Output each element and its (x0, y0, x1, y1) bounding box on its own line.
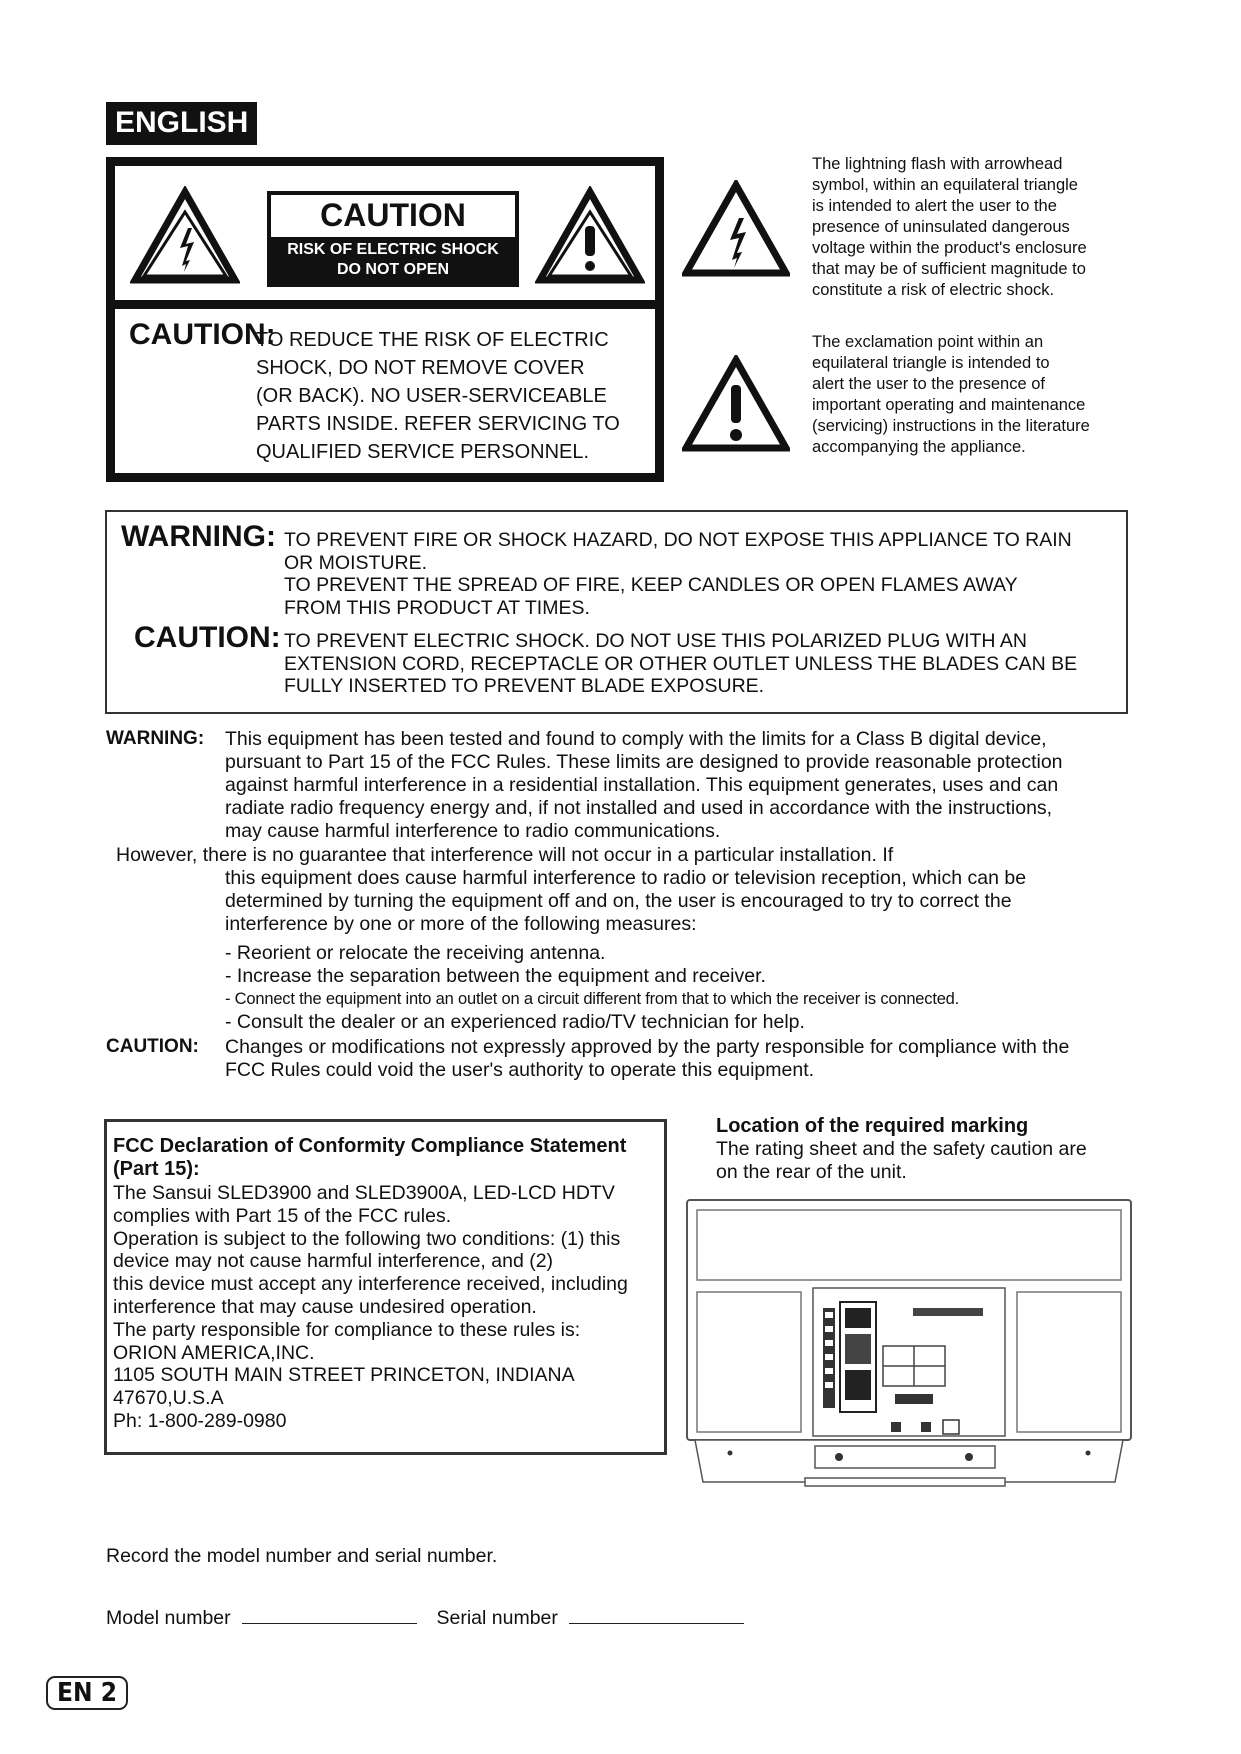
text-line: important operating and maintenance (812, 396, 1086, 414)
fcc-caution-label: CAUTION: (106, 1036, 199, 1057)
text-line: (Part 15): (113, 1158, 200, 1180)
text-line: FCC Declaration of Conformity Compliance Statement (113, 1135, 627, 1157)
exclamation-symbol-icon (682, 355, 790, 453)
warning-heading: WARNING: (121, 520, 276, 553)
text-line: (servicing) instructions in the literature (812, 417, 1090, 435)
caution-label-line1: RISK OF ELECTRIC SHOCK (287, 241, 499, 258)
text-line: is intended to alert the user to the (812, 197, 1057, 215)
fcc-warning-text (225, 728, 1125, 843)
text-line: TO PREVENT FIRE OR SHOCK HAZARD, DO NOT EXPOSE THIS APPLIANCE TO RAIN (284, 529, 1072, 551)
page-number-badge: EN 2 (46, 1676, 128, 1710)
warning-text (284, 529, 1124, 619)
text-line: The party responsible for compliance to these rules is: (113, 1318, 581, 1341)
exclamation-symbol-text (812, 332, 1132, 458)
location-text (716, 1138, 1136, 1184)
text-line: accompanying the appliance. (812, 438, 1026, 456)
text-line: FROM THIS PRODUCT AT TIMES. (284, 596, 590, 619)
tv-rear-illustration (685, 1198, 1133, 1488)
warning-box (105, 510, 1128, 714)
fcc-declaration-box (104, 1119, 667, 1455)
text-line: complies with Part 15 of the FCC rules. (113, 1204, 452, 1227)
fcc-measures-list (225, 942, 1125, 1034)
fcc-caution-text (225, 1036, 1125, 1082)
caution-line: QUALIFIED SERVICE PERSONNEL. (256, 441, 590, 463)
text-line: presence of uninsulated dangerous (812, 218, 1070, 236)
text-line: ORION AMERICA,INC. (113, 1341, 315, 1364)
lightning-symbol-icon (682, 180, 790, 278)
caution-label (267, 191, 519, 287)
caution-line: (OR BACK). NO USER-SERVICEABLE (256, 385, 607, 407)
serial-number-label: Serial number (436, 1607, 558, 1629)
text-line: interference that may cause undesired operation. (113, 1295, 537, 1318)
fcc-more-text (225, 867, 1125, 936)
text-line: against harmful interference in a residential installation. This equipment generates, uses and can (225, 774, 1059, 796)
fcc-however-line: However, there is no guarantee that interference will not occur in a particular installation. If (116, 844, 894, 866)
text-line: EXTENSION CORD, RECEPTACLE OR OTHER OUTLET UNLESS THE BLADES CAN BE (284, 652, 1078, 675)
caution-label-line2: DO NOT OPEN (336, 261, 449, 278)
lightning-symbol-text (812, 154, 1132, 301)
model-serial-row (106, 1605, 758, 1630)
list-item: - Increase the separation between the equipment and receiver. (225, 965, 766, 987)
declaration-body (113, 1182, 663, 1433)
text-line: voltage within the product's enclosure (812, 239, 1087, 257)
fcc-warning-label: WARNING: (106, 728, 205, 749)
caution-line: PARTS INSIDE. REFER SERVICING TO (256, 413, 620, 435)
text-line: that may be of sufficient magnitude to (812, 260, 1086, 278)
caution-heading-2: CAUTION: (134, 621, 281, 654)
declaration-title (113, 1135, 653, 1181)
text-line: may cause harmful interference to radio communications. (225, 820, 721, 842)
text-line: Changes or modifications not expressly approved by the party responsible for compliance with the (225, 1036, 1070, 1058)
lightning-warning-icon (130, 186, 240, 286)
text-line: FULLY INSERTED TO PREVENT BLADE EXPOSURE. (284, 675, 765, 697)
text-line: this device must accept any interference received, including (113, 1273, 628, 1296)
text-line: equilateral triangle is intended to (812, 354, 1050, 372)
text-line: pursuant to Part 15 of the FCC Rules. These limits are designed to provide reasonable protection (225, 751, 1063, 773)
text-line: interference by one or more of the following measures: (225, 913, 697, 935)
caution-panel (106, 157, 664, 482)
text-line: constitute a risk of electric shock. (812, 281, 1055, 299)
text-line: Ph: 1-800-289-0980 (113, 1409, 287, 1432)
text-line: TO PREVENT THE SPREAD OF FIRE, KEEP CANDLES OR OPEN FLAMES AWAY (284, 574, 1018, 596)
text-line: Operation is subject to the following two conditions: (1) this (113, 1227, 621, 1250)
caution-label-subtitle (271, 237, 515, 283)
model-number-label: Model number (106, 1607, 231, 1629)
text-line: device may not cause harmful interference, and (2) (113, 1250, 554, 1273)
text-line: FCC Rules could void the user's authority to operate this equipment. (225, 1059, 815, 1081)
location-title: Location of the required marking (716, 1115, 1029, 1137)
text-line: on the rear of the unit. (716, 1161, 907, 1183)
text-line: OR MOISTURE. (284, 551, 428, 574)
list-item: - Reorient or relocate the receiving antenna. (225, 942, 606, 964)
list-item: - Consult the dealer or an experienced radio/TV technician for help. (225, 1011, 805, 1033)
text-line: this equipment does cause harmful interference to radio or television reception, which can be (225, 867, 1027, 889)
caution-text-2 (284, 630, 1130, 698)
caution-heading: CAUTION: (129, 318, 276, 351)
serial-number-blank[interactable] (569, 1605, 744, 1624)
record-instruction: Record the model number and serial number. (106, 1545, 498, 1567)
exclamation-warning-icon (535, 186, 645, 286)
text-line: The Sansui SLED3900 and SLED3900A, LED-LCD HDTV (113, 1182, 615, 1204)
caution-label-title: CAUTION (320, 197, 466, 233)
list-item: - Connect the equipment into an outlet on a circuit different from that to which the receiver is connected. (225, 990, 960, 1008)
text-line: The rating sheet and the safety caution are (716, 1138, 1087, 1160)
text-line: The lightning flash with arrowhead (812, 155, 1063, 173)
text-line: determined by turning the equipment off and on, the user is encouraged to try to correct the (225, 890, 1012, 912)
text-line: 1105 SOUTH MAIN STREET PRINCETON, INDIANA (113, 1364, 575, 1387)
caution-divider (115, 300, 655, 309)
text-line: symbol, within an equilateral triangle (812, 176, 1078, 194)
caution-text (256, 326, 656, 466)
text-line: 47670,U.S.A (113, 1387, 224, 1410)
caution-line: SHOCK, DO NOT REMOVE COVER (256, 357, 585, 379)
text-line: The exclamation point within an (812, 333, 1044, 351)
text-line: TO PREVENT ELECTRIC SHOCK. DO NOT USE THIS POLARIZED PLUG WITH AN (284, 630, 1027, 652)
model-number-blank[interactable] (242, 1605, 417, 1624)
caution-line: TO REDUCE THE RISK OF ELECTRIC (256, 329, 609, 351)
text-line: radiate radio frequency energy and, if not installed and used in accordance with the instructions, (225, 797, 1053, 819)
text-line: This equipment has been tested and found to comply with the limits for a Class B digital device, (225, 728, 1047, 750)
text-line: alert the user to the presence of (812, 375, 1045, 393)
language-badge: ENGLISH (106, 102, 257, 145)
